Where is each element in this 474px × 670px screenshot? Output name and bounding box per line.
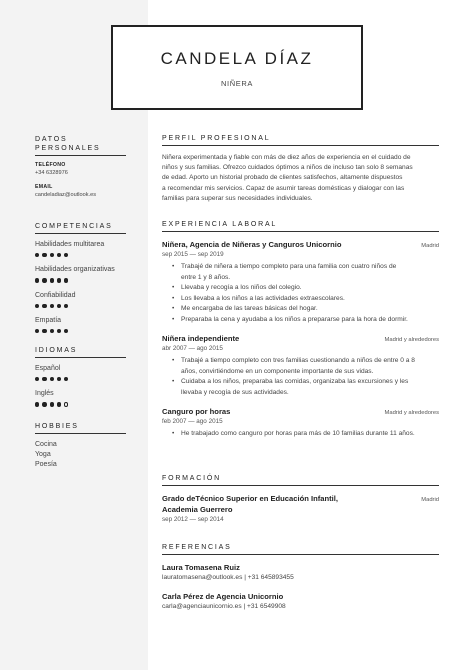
rating-dot-icon	[50, 278, 54, 282]
reference-contact: carla@agenciaunicornio.es | +31 6549908	[162, 603, 286, 610]
language-rating	[35, 377, 126, 381]
skill-rating	[35, 304, 126, 308]
education-entry	[162, 493, 439, 524]
job-bullet: • Me encargaba de las tareas básicas del hogar.	[162, 304, 439, 315]
references-title: REFERENCIAS	[162, 544, 232, 551]
job-bullet: • Llevaba y recogía a los niños del colegio.	[162, 283, 439, 294]
rating-dot-icon	[35, 329, 39, 333]
reference-entry	[162, 591, 439, 612]
hobby-item: Yoga	[35, 451, 51, 458]
job-entry	[162, 333, 439, 398]
rating-dot-icon	[42, 253, 46, 257]
experience-title: EXPERIENCIA LABORAL	[162, 221, 278, 228]
education-title-line2: Academia Guerrero	[162, 505, 233, 514]
references-section	[162, 543, 439, 612]
language-rating	[35, 402, 126, 406]
rating-dot-icon	[64, 402, 68, 406]
rating-dot-icon	[50, 402, 54, 406]
rating-dot-icon	[64, 329, 68, 333]
job-bullet-continuation: años, convirtiéndome en un componente importante de sus vidas.	[181, 367, 374, 375]
profile-line: familias para superar sus necesidades individuales.	[162, 194, 313, 202]
hobby-item: Cocina	[35, 441, 57, 448]
rating-dot-icon	[42, 304, 46, 308]
skill-label: Empatía	[35, 316, 62, 324]
language-label: Español	[35, 365, 61, 372]
rating-dot-icon	[57, 304, 61, 308]
rating-dot-icon	[35, 377, 39, 381]
hobby-item: Poesía	[35, 461, 57, 468]
rating-dot-icon	[50, 253, 54, 257]
reference-entry	[162, 562, 439, 583]
skill-rating	[35, 253, 126, 257]
rating-dot-icon	[57, 329, 61, 333]
job-entry	[162, 406, 439, 440]
job-location: Madrid y alrededores	[384, 337, 439, 343]
section-divider	[35, 155, 126, 156]
job-title: Niñera, Agencia de Niñeras y Canguros Unicornio	[162, 240, 342, 249]
rating-dot-icon	[64, 253, 68, 257]
profile-line: a recomendar mis servicios. Capaz de asumir tareas domésticas y dialogar con las	[162, 184, 405, 192]
rating-dot-icon	[57, 278, 61, 282]
personal-title-line2: PERSONALES	[35, 145, 101, 152]
section-divider	[35, 357, 126, 358]
education-location: Madrid	[421, 497, 439, 503]
job-bullet: • Trabajé a tiempo completo con tres familias cuestionando a niños de entre 0 a 8	[162, 356, 439, 367]
rating-dot-icon	[64, 304, 68, 308]
job-bullet-continuation: entre 1 y 8 años.	[181, 273, 231, 281]
profile-section	[162, 134, 439, 204]
phone-label: TELÉFONO	[35, 162, 66, 168]
section-divider	[35, 433, 126, 434]
rating-dot-icon	[42, 377, 46, 381]
education-dates: sep 2012 — sep 2014	[162, 516, 224, 523]
rating-dot-icon	[35, 253, 39, 257]
languages-title: IDIOMAS	[35, 347, 78, 354]
reference-contact: lauratomasena@outlook.es | +31 645893455	[162, 574, 294, 581]
skill-label: Confiabilidad	[35, 291, 76, 299]
section-divider	[162, 485, 439, 486]
email-label: EMAIL	[35, 184, 53, 190]
rating-dot-icon	[64, 377, 68, 381]
job-bullet: • Preparaba la cena y ayudaba a los niños a prepararse para la hora de dormir.	[162, 315, 439, 326]
job-dates: abr 2007 — ago 2015	[162, 345, 223, 352]
job-title: Niñera independiente	[162, 334, 240, 343]
skills-section	[35, 222, 126, 341]
education-section	[162, 474, 439, 527]
job-bullet-continuation: llevaba y recogía de sus actividades.	[181, 388, 289, 396]
rating-dot-icon	[64, 278, 68, 282]
job-dates: feb 2007 — ago 2015	[162, 418, 223, 425]
reference-name: Carla Pérez de Agencia Unicornio	[162, 592, 284, 601]
reference-name: Laura Tomasena Ruiz	[162, 563, 240, 572]
section-divider	[162, 554, 439, 555]
job-entry	[162, 239, 439, 325]
experience-section	[162, 220, 439, 440]
phone-value: +34 6328976	[35, 170, 68, 176]
section-divider	[162, 231, 439, 232]
rating-dot-icon	[35, 304, 39, 308]
job-bullet: • He trabajado como canguro por horas para más de 10 familias durante 11 años.	[162, 429, 439, 440]
job-dates: sep 2015 — sep 2019	[162, 251, 224, 258]
rating-dot-icon	[57, 402, 61, 406]
name-header	[111, 25, 363, 110]
skill-label: Habilidades multitarea	[35, 241, 105, 248]
personal-title-line1: DATOS	[35, 136, 68, 143]
education-title-line1: Grado deTécnico Superior en Educación Infantil,	[162, 494, 338, 503]
rating-dot-icon	[50, 329, 54, 333]
skill-rating	[35, 329, 126, 333]
job-bullet: • Cuidaba a los niños, preparaba las comidas, organizaba las excursiones y les	[162, 377, 439, 388]
hobbies-title: HOBBIES	[35, 423, 79, 430]
rating-dot-icon	[50, 304, 54, 308]
rating-dot-icon	[57, 253, 61, 257]
hobbies-section	[35, 422, 126, 470]
rating-dot-icon	[42, 402, 46, 406]
education-title: FORMACIÓN	[162, 475, 221, 482]
job-bullet: • Trabajé de niñera a tiempo completo para una familia con cuatro niños de	[162, 262, 439, 273]
personal-data-section	[35, 135, 126, 206]
languages-section	[35, 346, 126, 415]
job-bullet: • Los llevaba a los niños a las actividades extraescolares.	[162, 294, 439, 305]
section-divider	[35, 233, 126, 234]
candidate-name: CANDELA DÍAZ	[160, 49, 314, 68]
section-divider	[162, 145, 439, 146]
candidate-role: NIÑERA	[221, 79, 253, 88]
profile-line: niños y sus familias. Ofrezco cuidados óptimos a niños de incluso tan solo 8 semanas	[162, 164, 413, 172]
profile-title: PERFIL PROFESIONAL	[162, 135, 271, 142]
skills-title: COMPETENCIAS	[35, 223, 113, 230]
job-location: Madrid y alrededores	[384, 410, 439, 416]
rating-dot-icon	[50, 377, 54, 381]
rating-dot-icon	[35, 278, 39, 282]
skill-label: Habilidades organizativas	[35, 266, 115, 274]
job-title: Canguro por horas	[162, 407, 231, 416]
rating-dot-icon	[42, 278, 46, 282]
rating-dot-icon	[57, 377, 61, 381]
profile-line: de edad. Aporto un historial probado de clientes satisfechos, altamente dispuestos	[162, 174, 403, 182]
skill-rating	[35, 278, 126, 282]
rating-dot-icon	[42, 329, 46, 333]
profile-line: Niñera experimentada y fiable con más de diez años de experiencia en el cuidado de	[162, 154, 411, 161]
language-label: Inglés	[35, 390, 54, 398]
job-location: Madrid	[421, 243, 439, 249]
rating-dot-icon	[35, 402, 39, 406]
email-value: candeladiaz@outlook.es	[35, 192, 97, 198]
